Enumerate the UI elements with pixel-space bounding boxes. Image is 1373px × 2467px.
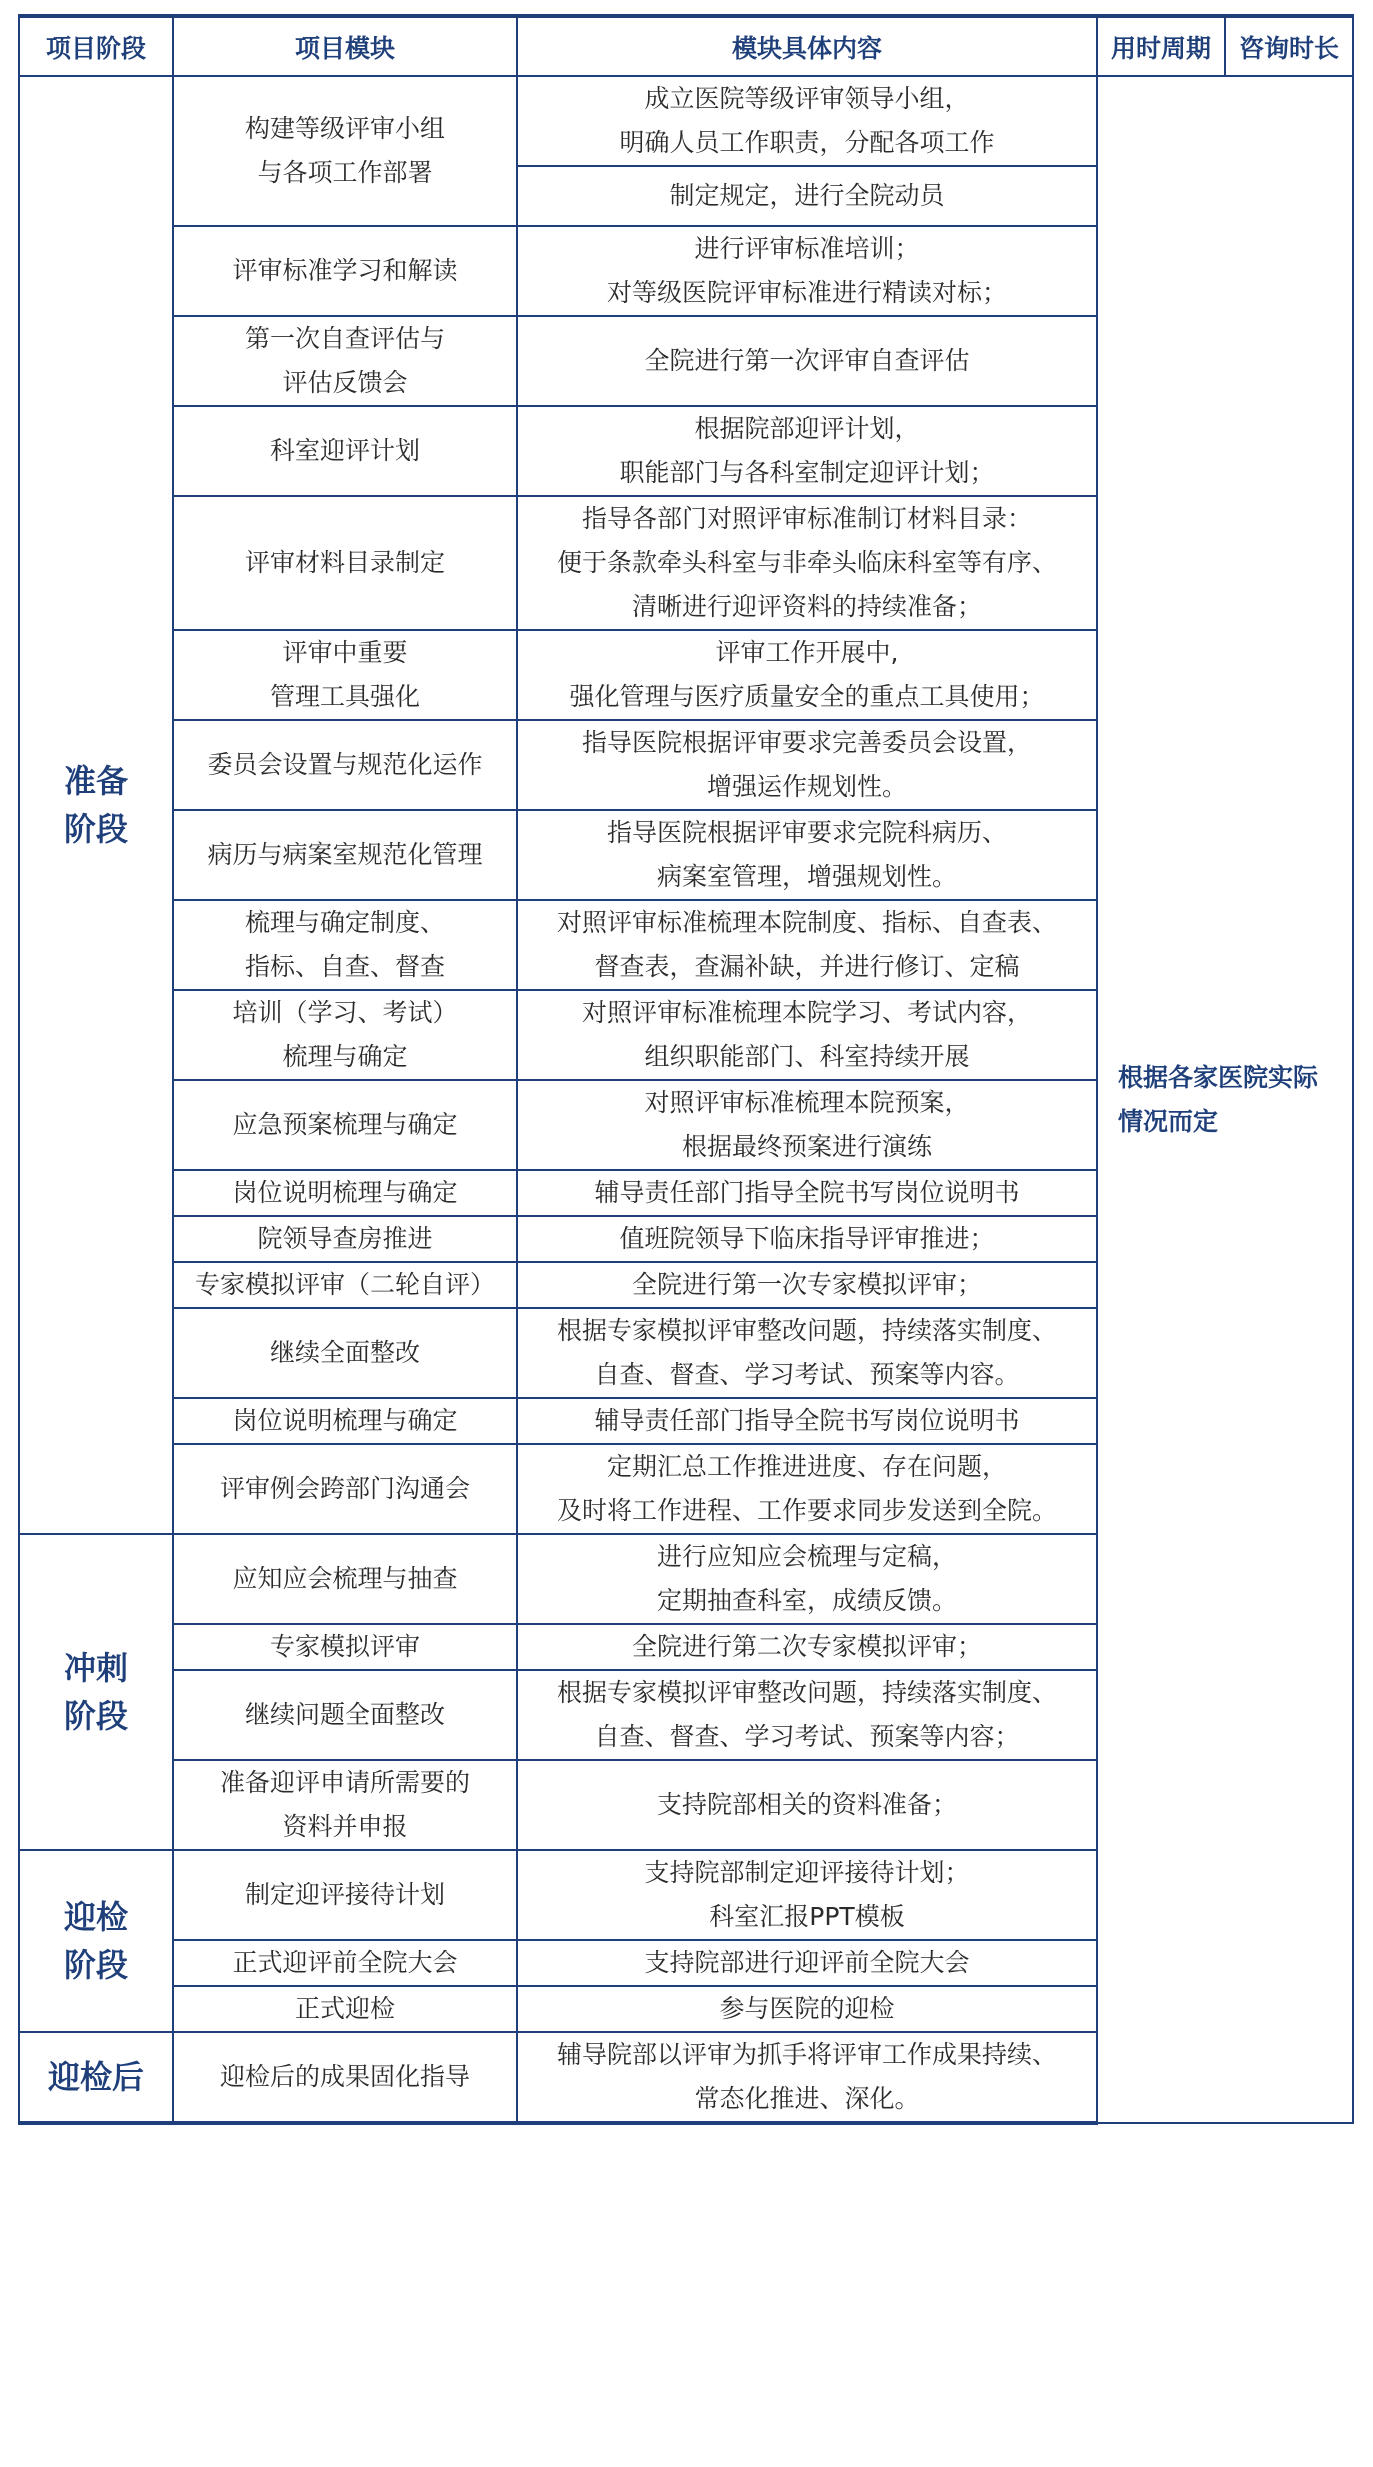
module-line: 委员会设置与规范化运作: [207, 750, 483, 779]
module-line: 评审标准学习和解读: [232, 256, 458, 285]
module-line: 构建等级评审小组: [244, 114, 445, 143]
module-cell: [173, 316, 517, 406]
module-cell: [173, 1940, 517, 1986]
content-line: 指导医院根据评审要求完院科病历、: [606, 818, 1007, 847]
content-line: 全院进行第一次评审自查评估: [644, 346, 970, 375]
content-line: 指导医院根据评审要求完善委员会设置，: [581, 728, 1032, 757]
content-line: 定期抽查科室，成绩反馈。: [656, 1586, 957, 1615]
phase-line: 冲刺: [63, 1649, 128, 1687]
consulting-schedule-sheet: [18, 14, 1352, 2125]
content-line: 病案室管理，增强规划性。: [656, 862, 957, 891]
module-line: 梳理与确定: [282, 1042, 408, 1071]
content-cell: [517, 990, 1097, 1080]
module-line: 继续问题全面整改: [244, 1700, 445, 1729]
period-duration-cell: [1097, 76, 1353, 2123]
module-cell: [173, 810, 517, 900]
content-cell: [517, 2032, 1097, 2123]
module-cell: [173, 630, 517, 720]
module-line: 专家模拟评审: [269, 1632, 420, 1661]
content-cell: [517, 1308, 1097, 1398]
header-row: [19, 16, 1353, 76]
content-line: 根据院部迎评计划，: [694, 414, 920, 443]
content-line: 根据最终预案进行演练: [681, 1132, 932, 1161]
module-line: 梳理与确定制度、: [244, 908, 445, 937]
period-note-line: 根据各家医院实际: [1118, 1062, 1319, 1092]
content-cell: [517, 1940, 1097, 1986]
content-line: 明确人员工作职责，分配各项工作: [619, 128, 995, 157]
content-line: 评审工作开展中,: [715, 638, 899, 667]
module-cell: [173, 1216, 517, 1262]
module-line: 正式迎检: [294, 1994, 395, 2023]
module-cell: [173, 1080, 517, 1170]
content-cell: [517, 1262, 1097, 1308]
content-line: 指导各部门对照评审标准制订材料目录：: [581, 504, 1032, 533]
content-line: 职能部门与各科室制定迎评计划；: [619, 458, 995, 487]
header-phase: 项目阶段: [19, 16, 173, 76]
module-line: 评审例会跨部门沟通会: [219, 1474, 470, 1503]
module-cell: [173, 1624, 517, 1670]
header-duration: 咨询时长: [1225, 16, 1353, 76]
content-cell: [517, 76, 1097, 166]
content-line: 进行评审标准培训；: [694, 234, 920, 263]
content-cell: [517, 1216, 1097, 1262]
module-line: 迎检后的成果固化指导: [219, 2062, 470, 2091]
phase-cell-sprint: [19, 1534, 173, 1850]
content-line: 辅导责任部门指导全院书写岗位说明书: [594, 1178, 1020, 1207]
content-line: 对照评审标准梳理本院制度、指标、自查表、: [556, 908, 1057, 937]
content-cell: [517, 810, 1097, 900]
module-cell: [173, 990, 517, 1080]
content-cell: [517, 1670, 1097, 1760]
content-cell: [517, 1398, 1097, 1444]
module-line: 院领导查房推进: [257, 1224, 433, 1253]
module-line: 继续全面整改: [269, 1338, 420, 1367]
content-cell: [517, 1170, 1097, 1216]
content-line: 辅导责任部门指导全院书写岗位说明书: [594, 1406, 1020, 1435]
consulting-schedule-table: [18, 14, 1354, 2125]
phase-line: 迎检后: [47, 2058, 144, 2096]
content-line: 进行应知应会梳理与定稿，: [656, 1542, 957, 1571]
module-cell: [173, 1534, 517, 1624]
content-line: 对等级医院评审标准进行精读对标；: [606, 278, 1007, 307]
content-line: 参与医院的迎检: [719, 1994, 895, 2023]
phase-cell-prep: [19, 76, 173, 1534]
module-cell: [173, 1308, 517, 1398]
content-cell: [517, 720, 1097, 810]
module-cell: [173, 496, 517, 630]
module-cell: [173, 76, 517, 226]
module-cell: [173, 1850, 517, 1940]
content-line: 便于条款牵头科室与非牵头临床科室等有序、: [556, 548, 1057, 577]
header-period: 用时周期: [1097, 16, 1225, 76]
phase-line: 迎检: [63, 1898, 128, 1936]
module-cell: [173, 406, 517, 496]
module-cell: [173, 1986, 517, 2032]
content-line: 及时将工作进程、工作要求同步发送到全院。: [556, 1496, 1057, 1525]
content-line: 全院进行第一次专家模拟评审；: [631, 1270, 982, 1299]
phase-line: 阶段: [63, 810, 128, 848]
module-cell: [173, 1670, 517, 1760]
content-line: 清晰进行迎评资料的持续准备；: [631, 592, 982, 621]
content-line: 强化管理与医疗质量安全的重点工具使用；: [569, 682, 1045, 711]
content-cell: [517, 1850, 1097, 1940]
module-line: 应急预案梳理与确定: [232, 1110, 458, 1139]
content-line: 定期汇总工作推进进度、存在问题，: [606, 1452, 1007, 1481]
module-line: 专家模拟评审（二轮自评）: [194, 1270, 495, 1299]
content-cell: [517, 1534, 1097, 1624]
content-cell: [517, 900, 1097, 990]
phase-line: 准备: [63, 762, 128, 800]
module-line: 准备迎评申请所需要的: [219, 1768, 470, 1797]
table-row: [19, 76, 1353, 166]
content-line: 对照评审标准梳理本院预案，: [644, 1088, 970, 1117]
module-line: 与各项工作部署: [257, 158, 433, 187]
content-line: 自查、督查、学习考试、预案等内容。: [594, 1360, 1020, 1389]
module-line: 评审中重要: [282, 638, 408, 667]
content-line: 值班院领导下临床指导评审推进；: [619, 1224, 995, 1253]
header-content: 模块具体内容: [517, 16, 1097, 76]
module-line: 第一次自查评估与: [244, 324, 445, 353]
content-line: 支持院部制定迎评接待计划；: [644, 1858, 970, 1887]
content-line: 增强运作规划性。: [706, 772, 907, 801]
content-cell: [517, 316, 1097, 406]
module-cell: [173, 1398, 517, 1444]
content-line: 制定规定，进行全院动员: [669, 181, 945, 210]
module-line: 资料并申报: [282, 1812, 408, 1841]
content-line: 科室汇报PPT模板: [709, 1902, 905, 1931]
content-line: 组织职能部门、科室持续开展: [644, 1042, 970, 1071]
module-line: 管理工具强化: [269, 682, 420, 711]
phase-line: 阶段: [63, 1946, 128, 1984]
module-cell: [173, 1444, 517, 1534]
content-cell: [517, 406, 1097, 496]
content-cell: [517, 1760, 1097, 1850]
content-cell: [517, 1986, 1097, 2032]
module-line: 岗位说明梳理与确定: [232, 1178, 458, 1207]
content-cell: [517, 166, 1097, 226]
module-line: 科室迎评计划: [269, 436, 420, 465]
module-cell: [173, 1170, 517, 1216]
header-module: 项目模块: [173, 16, 517, 76]
content-cell: [517, 1624, 1097, 1670]
content-cell: [517, 496, 1097, 630]
table-body: [19, 76, 1353, 2123]
module-cell: [173, 226, 517, 316]
content-cell: [517, 1080, 1097, 1170]
module-line: 岗位说明梳理与确定: [232, 1406, 458, 1435]
content-line: 全院进行第二次专家模拟评审；: [631, 1632, 982, 1661]
phase-cell-after: [19, 2032, 173, 2123]
module-line: 正式迎评前全院大会: [232, 1948, 458, 1977]
content-line: 根据专家模拟评审整改问题，持续落实制度、: [556, 1678, 1057, 1707]
module-cell: [173, 900, 517, 990]
content-line: 自查、督查、学习考试、预案等内容；: [594, 1722, 1020, 1751]
module-line: 评审材料目录制定: [244, 548, 445, 577]
content-line: 对照评审标准梳理本院学习、考试内容，: [581, 998, 1032, 1027]
module-line: 指标、自查、督查: [244, 952, 445, 981]
module-line: 评估反馈会: [282, 368, 408, 397]
module-line: 应知应会梳理与抽查: [232, 1564, 458, 1593]
module-cell: [173, 1262, 517, 1308]
content-cell: [517, 1444, 1097, 1534]
content-line: 支持院部进行迎评前全院大会: [644, 1948, 970, 1977]
content-line: 支持院部相关的资料准备；: [656, 1790, 957, 1819]
module-cell: [173, 2032, 517, 2123]
module-line: 病历与病案室规范化管理: [207, 840, 483, 869]
content-cell: [517, 226, 1097, 316]
phase-line: 阶段: [63, 1697, 128, 1735]
period-note-line: 情况而定: [1118, 1106, 1219, 1136]
module-cell: [173, 1760, 517, 1850]
content-cell: [517, 630, 1097, 720]
module-cell: [173, 720, 517, 810]
module-line: 制定迎评接待计划: [244, 1880, 445, 1909]
content-line: 辅导院部以评审为抓手将评审工作成果持续、: [556, 2040, 1057, 2069]
module-line: 培训（学习、考试）: [232, 998, 458, 1027]
content-line: 督查表，查漏补缺，并进行修订、定稿: [594, 952, 1020, 981]
content-line: 根据专家模拟评审整改问题，持续落实制度、: [556, 1316, 1057, 1345]
content-line: 常态化推进、深化。: [694, 2084, 920, 2113]
phase-cell-inspection: [19, 1850, 173, 2032]
content-line: 成立医院等级评审领导小组，: [644, 84, 970, 113]
